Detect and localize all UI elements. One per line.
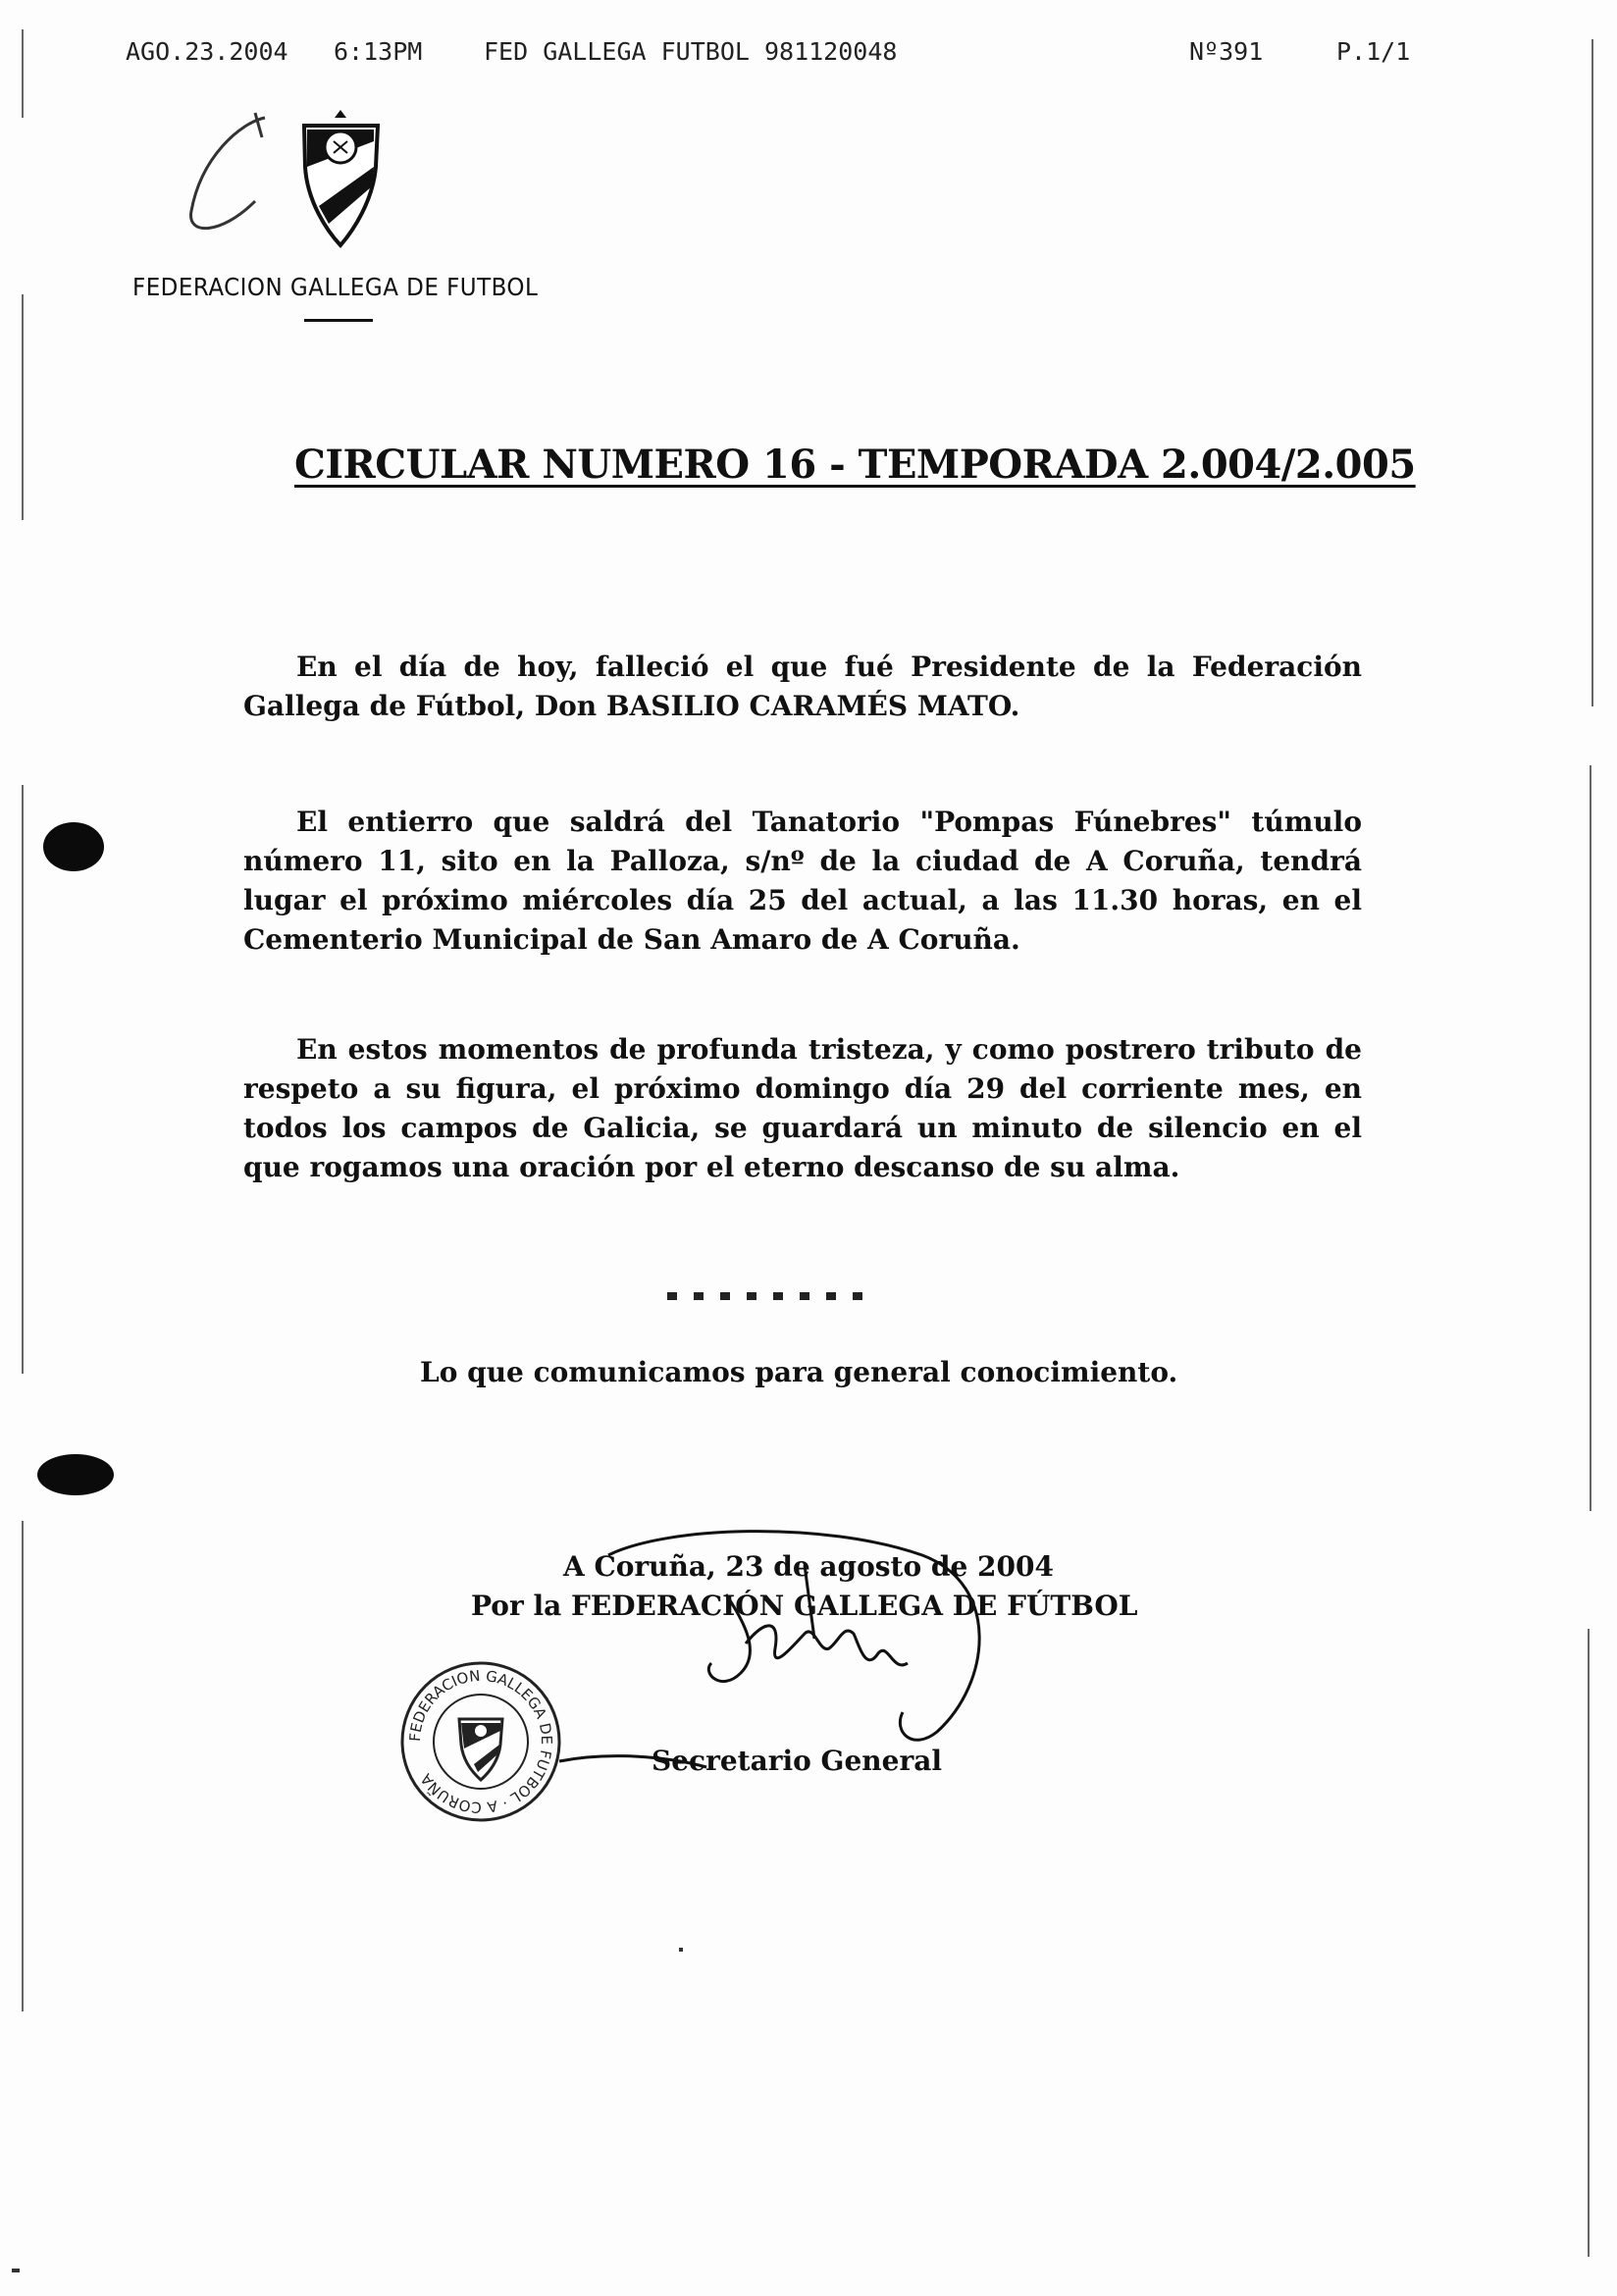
paragraph-minute-of-silence: En estos momentos de profunda tristeza, y como postrero tributo de respeto a su figura, el próximo domingo día 29 del corriente mes, en todos los campos de Galicia, se guardará un minuto de silencio en el que rogamos una oración por el eterno descanso de su alma. xyxy=(243,1033,1362,1183)
left-scan-edge xyxy=(22,294,24,520)
signature-role: Secretario General xyxy=(652,1745,942,1777)
letterhead-logo xyxy=(182,108,397,255)
section-separator xyxy=(667,1285,922,1297)
punch-hole xyxy=(37,1454,114,1495)
fax-page: P.1/1 xyxy=(1336,37,1411,66)
scan-mark xyxy=(12,2269,20,2272)
handwritten-signature-icon xyxy=(500,1526,1001,1791)
stamp-text: FEDERACION GALLEGA DE FUTBOL · A CORUÑA xyxy=(405,1666,556,1817)
right-scan-edge xyxy=(1590,765,1591,1511)
federation-shield-icon xyxy=(182,108,397,255)
fax-number: Nº391 xyxy=(1189,37,1264,66)
paragraph-announcement: En el día de hoy, falleció el que fué Presidente de la Federación Gallega de Fútbol, Don BASILIO CARAMÉS MATO. xyxy=(243,651,1362,722)
punch-hole xyxy=(43,822,104,871)
scan-mark xyxy=(679,1948,683,1952)
closing-line: Lo que comunicamos para general conocimiento. xyxy=(420,1356,1178,1388)
signature-by-line: Por la FEDERACIÓN GALLEGA DE FÚTBOL xyxy=(471,1590,1138,1622)
left-scan-edge xyxy=(22,1521,24,2011)
left-scan-edge xyxy=(22,785,24,1374)
right-scan-edge xyxy=(1588,1629,1590,2257)
fax-sender: FED GALLEGA FUTBOL 981120048 xyxy=(484,37,898,66)
paragraph-funeral-details: El entierro que saldrá del Tanatorio "Pompas Fúnebres" túmulo número 11, sito en la Palloza, s/nº de la ciudad de A Coruña, tendrá lugar el próximo miércoles día 25 del actual, a las 11.30 horas, en el Cementerio Municipal de San Amaro de A Coruña. xyxy=(243,806,1362,956)
fax-time: 6:13PM xyxy=(334,37,423,66)
right-scan-edge xyxy=(1591,39,1593,706)
signature-place-date: A Coruña, 23 de agosto de 2004 xyxy=(563,1550,1054,1583)
fax-header xyxy=(126,37,1411,77)
left-scan-edge xyxy=(22,29,24,118)
organization-divider xyxy=(304,319,373,322)
organization-name: FEDERACION GALLEGA DE FUTBOL xyxy=(132,273,539,301)
fax-date: AGO.23.2004 xyxy=(126,37,288,66)
circular-title: CIRCULAR NUMERO 16 - TEMPORADA 2.004/2.005 xyxy=(294,442,1416,488)
